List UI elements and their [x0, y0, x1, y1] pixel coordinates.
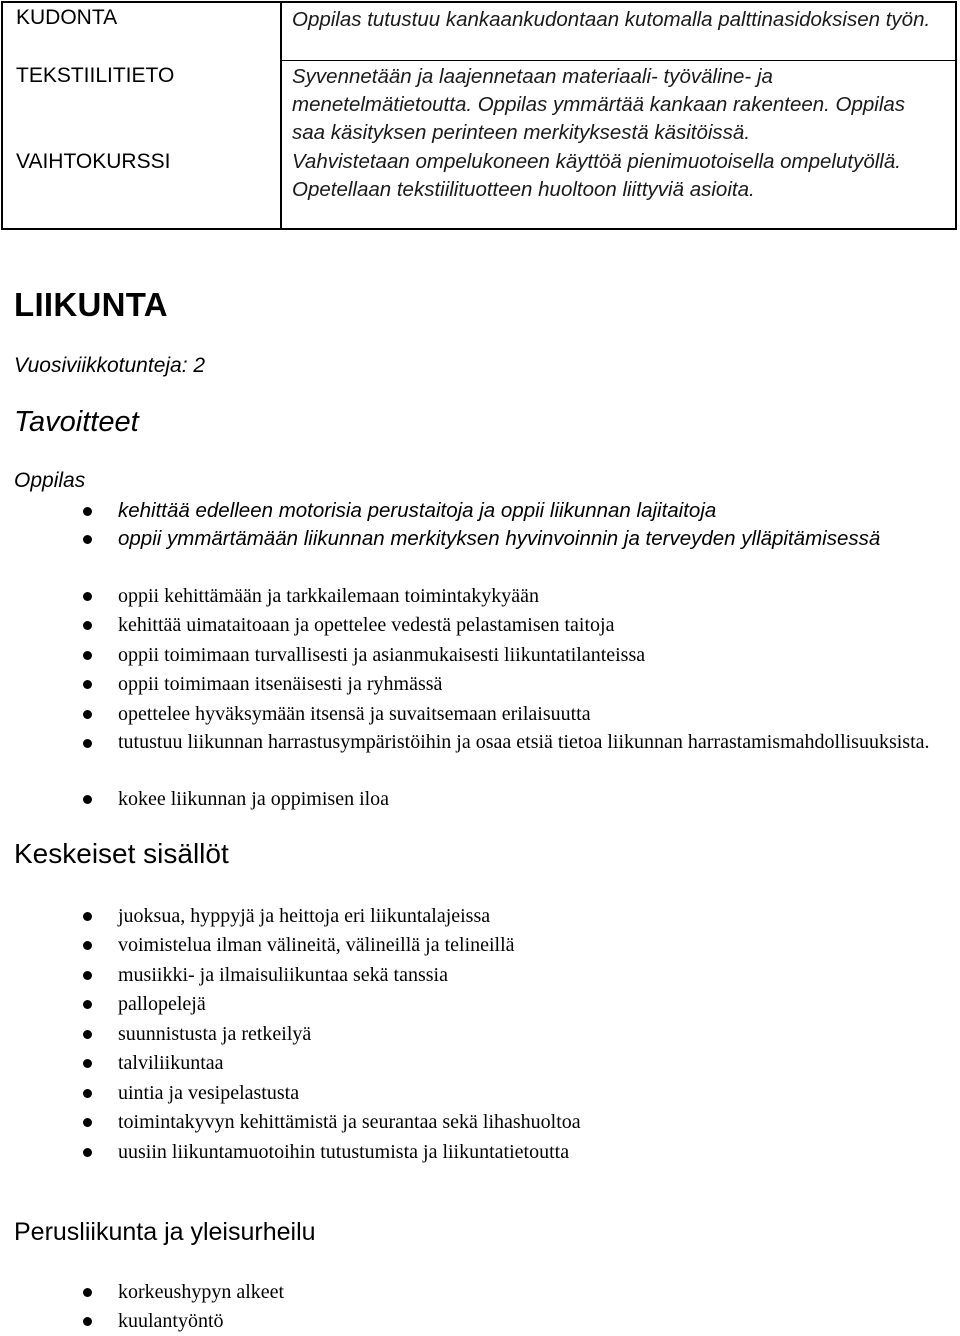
bullet-icon: [83, 941, 92, 950]
list-item-text: suunnistusta ja retkeilyä: [118, 1023, 312, 1045]
list-item-text: talviliikuntaa: [118, 1052, 224, 1074]
bullet-icon: [83, 1118, 92, 1127]
bullet-icon: [83, 535, 92, 544]
weekly-hours: Vuosiviikkotunteja: 2: [14, 354, 206, 377]
table-column-divider: [280, 3, 282, 228]
bullet-icon: [83, 795, 92, 804]
section-title: LIIKUNTA: [14, 286, 168, 323]
bullet-icon: [83, 1317, 92, 1326]
bullet-icon: [83, 680, 92, 689]
table-description-vaihtokurssi: Vahvistetaan ompelukoneen käyttöä pienimuotoisella ompelutyöllä. Opetellaan tekstiilituotteen huoltoon liittyviä asioita.: [292, 150, 901, 201]
bullet-icon: [83, 710, 92, 719]
bullet-icon: [83, 1030, 92, 1039]
bullet-icon: [83, 971, 92, 980]
content-heading: Keskeiset sisällöt: [14, 838, 229, 869]
goals-intro: Oppilas: [14, 469, 86, 492]
list-item-text: oppii kehittämään ja tarkkailemaan toimintakykyään: [118, 585, 539, 607]
list-item-text: pallopelejä: [118, 993, 206, 1015]
list-item-text: opettelee hyväksymään itsensä ja suvaitsemaan erilaisuutta: [118, 703, 591, 725]
bullet-icon: [83, 912, 92, 921]
bullet-icon: [83, 1000, 92, 1009]
list-item-text: musiikki- ja ilmaisuliikuntaa sekä tanssia: [118, 964, 448, 986]
bullet-icon: [83, 1059, 92, 1068]
table-subject-tekstiilitieto: TEKSTIILITIETO: [16, 64, 175, 87]
table-description-tekstiilitieto: Syvennetään ja laajennetaan materiaali- työväline- ja menetelmätietoutta. Oppilas ymmärtää kankaan rakenteen. Oppilas saa käsityksen perinteen merkityksestä käsitöissä.: [292, 65, 906, 144]
list-item-text: kehittää uimataitoaan ja opettelee vedestä pelastamisen taitoja: [118, 614, 615, 636]
bullet-icon: [83, 651, 92, 660]
list-item-text: uusiin liikuntamuotoihin tutustumista ja liikuntatietoutta: [118, 1141, 570, 1163]
table-subject-vaihtokurssi: VAIHTOKURSSI: [16, 150, 171, 173]
bullet-icon: [83, 739, 92, 748]
bullet-icon: [83, 1288, 92, 1297]
list-item-text: kehittää edelleen motorisia perustaitoja ja oppii liikunnan lajitaitoja: [118, 499, 717, 522]
list-item-text: voimistelua ilman välineitä, välineillä ja telineillä: [118, 934, 515, 956]
list-item-text: uintia ja vesipelastusta: [118, 1082, 300, 1104]
table-row-divider: [280, 60, 955, 61]
list-item-text: oppii toimimaan itsenäisesti ja ryhmässä: [118, 673, 443, 695]
list-item-text: tutustuu liikunnan harrastusympäristöihin ja osaa etsiä tietoa liikunnan harrastamismahdollisuuksista.: [118, 731, 930, 753]
table-description-kudonta: Oppilas tutustuu kankaankudontaan kutomalla palttinasidoksisen työn.: [292, 8, 931, 31]
list-item-text: korkeushypyn alkeet: [118, 1281, 285, 1303]
bullet-icon: [83, 507, 92, 516]
subsection-heading: Perusliikunta ja yleisurheilu: [14, 1218, 316, 1246]
list-item-text: kuulantyöntö: [118, 1310, 224, 1332]
goals-heading: Tavoitteet: [14, 406, 139, 438]
bullet-icon: [83, 621, 92, 630]
bullet-icon: [83, 1089, 92, 1098]
list-item-text: toimintakyvyn kehittämistä ja seurantaa sekä lihashuoltoa: [118, 1111, 581, 1133]
table-subject-kudonta: KUDONTA: [16, 6, 118, 29]
list-item-text: oppii ymmärtämään liikunnan merkityksen hyvinvoinnin ja terveyden ylläpitämisessä: [118, 527, 881, 550]
list-item-text: juoksua, hyppyjä ja heittoja eri liikuntalajeissa: [118, 905, 491, 927]
list-item-text: kokee liikunnan ja oppimisen iloa: [118, 788, 390, 810]
bullet-icon: [83, 592, 92, 601]
bullet-icon: [83, 1148, 92, 1157]
list-item-text: oppii toimimaan turvallisesti ja asianmukaisesti liikuntatilanteissa: [118, 644, 646, 666]
